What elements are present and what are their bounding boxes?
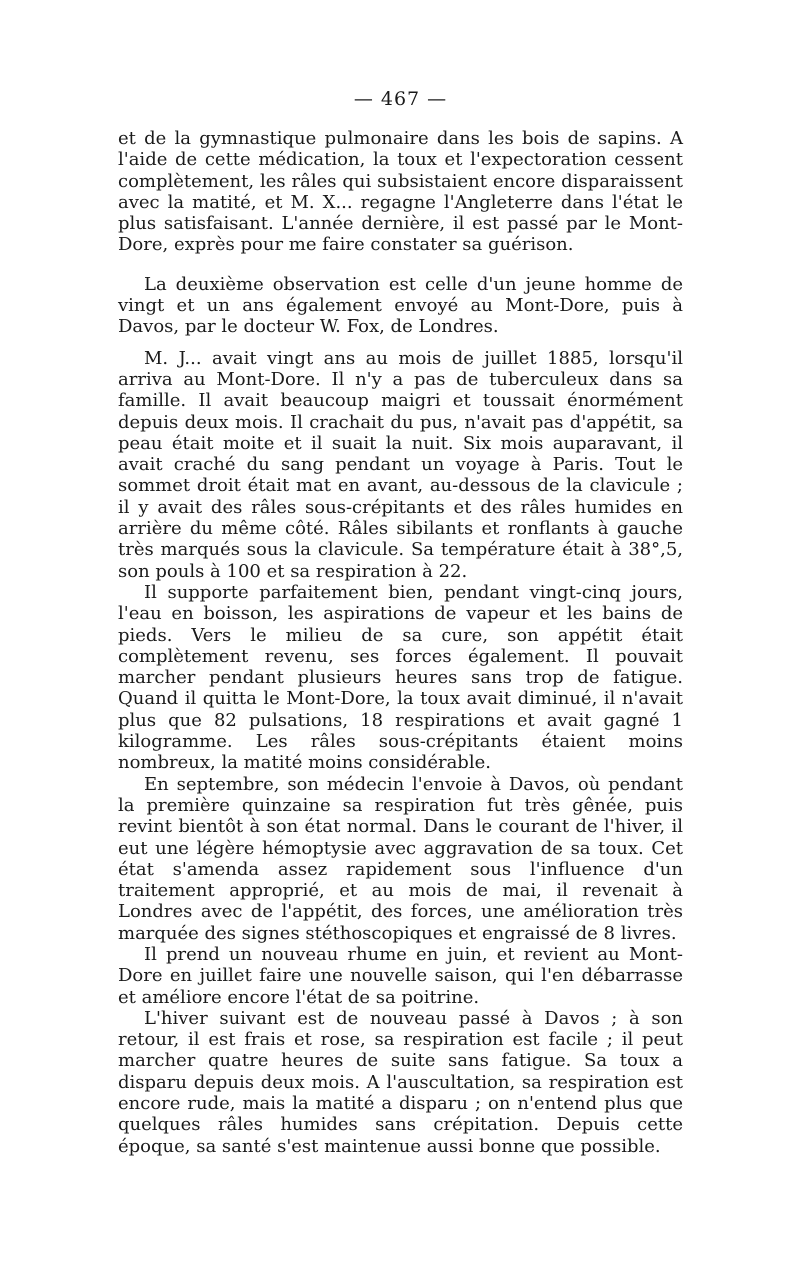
paragraph-second-observation: La deuxième observation est celle d'un jeune homme de vingt et un ans également envoyé au Mont-Dore, puis à Davos, par le docteur W. Fox, de Londres.	[118, 273, 683, 338]
paragraph-patient-history: M. J... avait vingt ans au mois de juillet 1885, lorsqu'il arriva au Mont-Dore. Il n'y a pas de tuberculeux dans sa famille. Il avait beaucoup maigri et toussait énormément depuis deux mois. Il crachait du pus, n'avait pas d'appétit, sa peau était moite et il suait la nuit. Six mois auparavant, il avait craché du sang pendant un voyage à Paris. Tout le sommet droit était mat en avant, au-dessous de la clavicule ; il y avait des râles sous-crépitants et des râles humides en arrière du même côté. Râles sibilants et ronflants à gauche très marqués sous la clavicule. Sa température était à 38°,5, son pouls à 100 et sa respiration à 22.	[118, 347, 683, 582]
paragraph-return-mont-dore: Il prend un nouveau rhume en juin, et revient au Mont-Dore en juillet faire une nouvelle saison, qui l'en débarrasse et améliore encore l'état de sa poitrine.	[118, 943, 683, 1008]
paragraph-treatment: Il supporte parfaitement bien, pendant vingt-cinq jours, l'eau en boisson, les aspirations de vapeur et les bains de pieds. Vers le milieu de sa cure, son appétit était complètement revenu, ses forces également. Il pouvait marcher pendant plusieurs heures sans trop de fatigue. Quand il quitta le Mont-Dore, la toux avait diminué, il n'avait plus que 82 pulsations, 18 respirations et avait gagné 1 kilogramme. Les râles sous-crépitants étaient moins nombreux, la matité moins considérable.	[118, 581, 683, 774]
paragraph-outcome: L'hiver suivant est de nouveau passé à Davos ; à son retour, il est frais et rose, sa respiration est facile ; il peut marcher quatre heures de suite sans fatigue. Sa toux a disparu depuis deux mois. A l'auscultation, sa respiration est encore rude, mais la matité a disparu ; on n'entend plus que quelques râles humides sans crépitation. Depuis cette époque, sa santé s'est maintenue aussi bonne que possible.	[118, 1007, 683, 1157]
book-page	[118, 88, 683, 1157]
paragraph-continuation: et de la gymnastique pulmonaire dans les bois de sapins. A l'aide de cette médication, la toux et l'expectoration cessent complètement, les râles qui subsistaient encore disparaissent avec la matité, et M. X... regagne l'Angleterre dans l'état le plus satisfaisant. L'année dernière, il est passé par le Mont-Dore, exprès pour me faire constater sa guérison.	[118, 128, 683, 256]
page-number: — 467 —	[353, 88, 448, 110]
paragraph-davos-stay: En septembre, son médecin l'envoie à Davos, où pendant la première quinzaine sa respiration fut très gênée, puis revint bientôt à son état normal. Dans le courant de l'hiver, il eut une légère hémoptysie avec aggravation de sa toux. Cet état s'amenda assez rapidement sous l'influence d'un traitement approprié, et au mois de mai, il revenait à Londres avec de l'appétit, des forces, une amélioration très marquée des signes stéthoscopiques et engraissé de 8 livres.	[118, 773, 683, 944]
